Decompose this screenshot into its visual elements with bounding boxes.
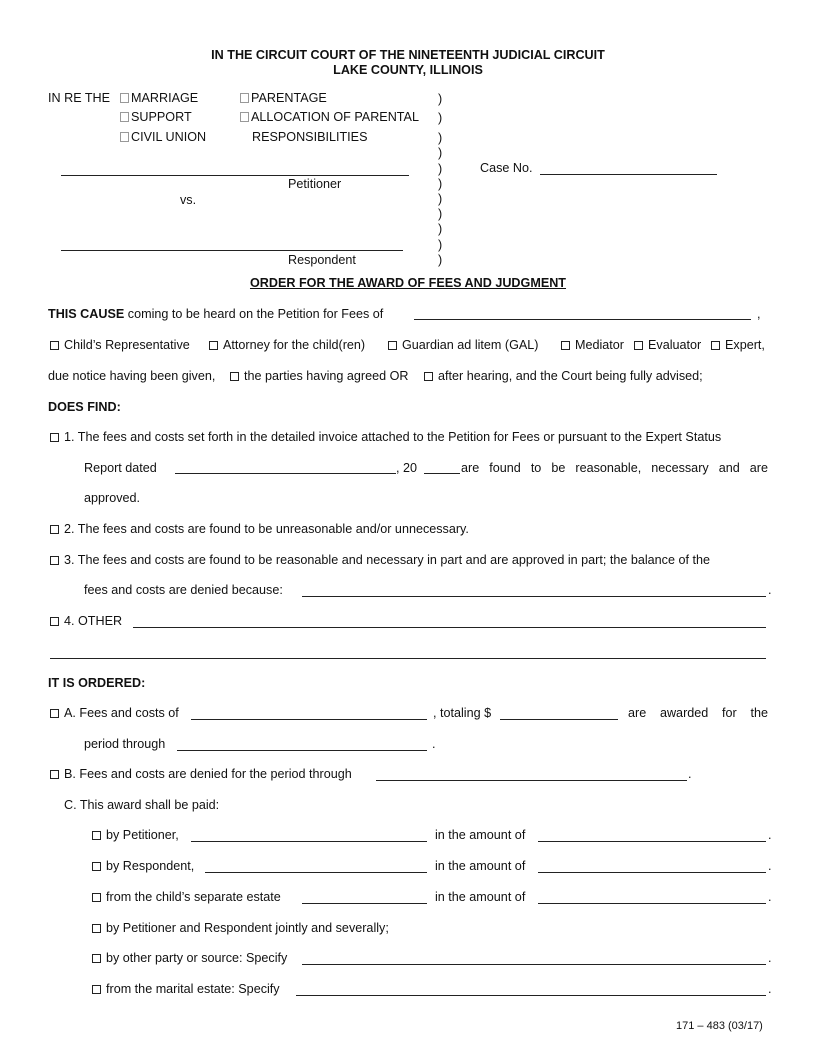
checkbox-icon[interactable] bbox=[50, 341, 59, 350]
childs-rep-option[interactable]: Child’s Representative bbox=[50, 338, 190, 353]
awarded-text: are awarded for the bbox=[628, 706, 768, 720]
other-field-line2[interactable] bbox=[50, 658, 766, 659]
caption-paren: ) bbox=[438, 207, 443, 221]
respondent-line[interactable] bbox=[61, 250, 403, 251]
this-cause-line: THIS CAUSE coming to be heard on the Petition for Fees of bbox=[48, 307, 384, 321]
find-item-2[interactable]: 2. The fees and costs are found to be unreasonable and/or unnecessary. bbox=[50, 522, 469, 537]
report-dated-label: Report dated bbox=[84, 461, 157, 475]
in-re-label: IN RE THE bbox=[48, 91, 111, 105]
by-respondent-option[interactable]: by Respondent, bbox=[92, 859, 194, 874]
marital-estate-field[interactable] bbox=[296, 995, 766, 996]
checkbox-icon[interactable] bbox=[92, 862, 101, 871]
checkbox-icon[interactable] bbox=[634, 341, 643, 350]
period-mark: . bbox=[768, 982, 772, 996]
checkbox-icon[interactable] bbox=[240, 93, 249, 103]
checkbox-icon[interactable] bbox=[561, 341, 570, 350]
order-c: C. This award shall be paid: bbox=[64, 798, 220, 812]
fees-of-field[interactable] bbox=[191, 719, 427, 720]
county-title: LAKE COUNTY, ILLINOIS bbox=[333, 63, 483, 77]
civil-union-option[interactable]: CIVIL UNION bbox=[120, 130, 206, 145]
after-hearing-option[interactable]: after hearing, and the Court being fully advised; bbox=[424, 369, 703, 384]
checkbox-icon[interactable] bbox=[92, 985, 101, 994]
checkbox-icon[interactable] bbox=[50, 770, 59, 779]
agreed-option[interactable]: the parties having agreed OR bbox=[230, 369, 409, 384]
attorney-option[interactable]: Attorney for the child(ren) bbox=[209, 338, 365, 353]
checkbox-icon[interactable] bbox=[92, 893, 101, 902]
year-field[interactable] bbox=[424, 473, 460, 474]
amount-label: in the amount of bbox=[435, 828, 526, 842]
checkbox-icon[interactable] bbox=[209, 341, 218, 350]
support-option[interactable]: SUPPORT bbox=[120, 110, 192, 125]
checkbox-icon[interactable] bbox=[388, 341, 397, 350]
checkbox-icon[interactable] bbox=[50, 709, 59, 718]
period-through-label: period through bbox=[84, 737, 166, 751]
child-estate-amount-field[interactable] bbox=[538, 903, 766, 904]
marital-estate-option[interactable]: from the marital estate: Specify bbox=[92, 982, 280, 997]
caption-paren: ) bbox=[438, 238, 443, 252]
checkbox-icon[interactable] bbox=[240, 112, 249, 122]
expert-option[interactable]: Expert, bbox=[711, 338, 765, 353]
ordered-heading: IT IS ORDERED: bbox=[48, 676, 146, 690]
totaling-label: , totaling $ bbox=[433, 706, 492, 720]
denied-because-label: fees and costs are denied because: bbox=[84, 583, 283, 597]
caption-paren: ) bbox=[438, 146, 443, 160]
allocation-option-line2: RESPONSIBILITIES bbox=[252, 130, 368, 144]
gal-option[interactable]: Guardian ad litem (GAL) bbox=[388, 338, 539, 353]
caption-paren: ) bbox=[438, 131, 443, 145]
petitioner-amount-field[interactable] bbox=[538, 841, 766, 842]
by-petitioner-option[interactable]: by Petitioner, bbox=[92, 828, 179, 843]
caption-paren: ) bbox=[438, 92, 443, 106]
caption-paren: ) bbox=[438, 177, 443, 191]
other-party-option[interactable]: by other party or source: Specify bbox=[92, 951, 287, 966]
order-b[interactable]: B. Fees and costs are denied for the period through bbox=[50, 767, 352, 782]
caption-paren: ) bbox=[438, 253, 443, 267]
period-mark: . bbox=[768, 859, 772, 873]
checkbox-icon[interactable] bbox=[92, 924, 101, 933]
period-mark: . bbox=[768, 951, 772, 965]
vs-label: vs. bbox=[180, 193, 197, 207]
marriage-option[interactable]: MARRIAGE bbox=[120, 91, 198, 106]
total-amount-field[interactable] bbox=[500, 719, 618, 720]
respondent-amount-field[interactable] bbox=[538, 872, 766, 873]
find-item-4[interactable]: 4. OTHER bbox=[50, 614, 122, 629]
find-item-1-cont: are found to be reasonable, necessary and are bbox=[461, 461, 768, 475]
form-number: 171 – 483 (03/17) bbox=[676, 1020, 763, 1032]
report-date-field[interactable] bbox=[175, 473, 396, 474]
comma: , bbox=[757, 307, 761, 321]
checkbox-icon[interactable] bbox=[92, 954, 101, 963]
jointly-option[interactable]: by Petitioner and Respondent jointly and severally; bbox=[92, 921, 389, 936]
respondent-label: Respondent bbox=[288, 253, 356, 267]
mediator-option[interactable]: Mediator bbox=[561, 338, 624, 353]
checkbox-icon[interactable] bbox=[120, 132, 129, 142]
order-title: ORDER FOR THE AWARD OF FEES AND JUDGMENT bbox=[249, 276, 567, 290]
order-a[interactable]: A. Fees and costs of bbox=[50, 706, 179, 721]
amount-label: in the amount of bbox=[435, 859, 526, 873]
petitioner-line[interactable] bbox=[61, 175, 409, 176]
child-estate-field[interactable] bbox=[302, 903, 427, 904]
checkbox-icon[interactable] bbox=[50, 525, 59, 534]
checkbox-icon[interactable] bbox=[230, 372, 239, 381]
caption-paren: ) bbox=[438, 192, 443, 206]
period-mark: . bbox=[768, 583, 772, 597]
checkbox-icon[interactable] bbox=[424, 372, 433, 381]
year-prefix: , 20 bbox=[396, 461, 418, 475]
other-party-field[interactable] bbox=[302, 964, 766, 965]
caption-paren: ) bbox=[438, 162, 443, 176]
find-item-1[interactable]: 1. The fees and costs set forth in the detailed invoice attached to the Petition for Fees or pursuant to the Expert Status bbox=[50, 430, 721, 445]
other-field[interactable] bbox=[133, 627, 766, 628]
checkbox-icon[interactable] bbox=[50, 433, 59, 442]
checkbox-icon[interactable] bbox=[120, 93, 129, 103]
checkbox-icon[interactable] bbox=[50, 617, 59, 626]
child-estate-option[interactable]: from the child’s separate estate bbox=[92, 890, 281, 905]
approved-text: approved. bbox=[84, 491, 141, 505]
period-mark: . bbox=[688, 767, 692, 781]
case-no-label: Case No. bbox=[480, 161, 533, 175]
does-find-heading: DOES FIND: bbox=[48, 400, 121, 414]
period-through-field[interactable] bbox=[177, 750, 427, 751]
caption-paren: ) bbox=[438, 111, 443, 125]
find-item-3[interactable]: 3. The fees and costs are found to be reasonable and necessary in part and are approved in part; the balance of the bbox=[50, 553, 710, 568]
notice-text: due notice having been given, bbox=[48, 369, 216, 383]
checkbox-icon[interactable] bbox=[711, 341, 720, 350]
case-no-field[interactable] bbox=[540, 174, 717, 175]
by-respondent-field[interactable] bbox=[205, 872, 427, 873]
checkbox-icon[interactable] bbox=[50, 556, 59, 565]
petitioner-fees-field[interactable] bbox=[414, 319, 751, 320]
period-mark: . bbox=[432, 737, 436, 751]
period-mark: . bbox=[768, 828, 772, 842]
petitioner-label: Petitioner bbox=[288, 177, 342, 191]
denied-period-field[interactable] bbox=[376, 780, 687, 781]
amount-label: in the amount of bbox=[435, 890, 526, 904]
period-mark: . bbox=[768, 890, 772, 904]
parentage-option[interactable]: PARENTAGE bbox=[240, 91, 327, 106]
checkbox-icon[interactable] bbox=[120, 112, 129, 122]
allocation-option[interactable]: ALLOCATION OF PARENTAL bbox=[240, 110, 419, 125]
court-title: IN THE CIRCUIT COURT OF THE NINETEENTH JUDICIAL CIRCUIT bbox=[211, 48, 605, 62]
by-petitioner-field[interactable] bbox=[191, 841, 427, 842]
evaluator-option[interactable]: Evaluator bbox=[634, 338, 701, 353]
checkbox-icon[interactable] bbox=[92, 831, 101, 840]
caption-paren: ) bbox=[438, 222, 443, 236]
denied-because-field[interactable] bbox=[302, 596, 766, 597]
